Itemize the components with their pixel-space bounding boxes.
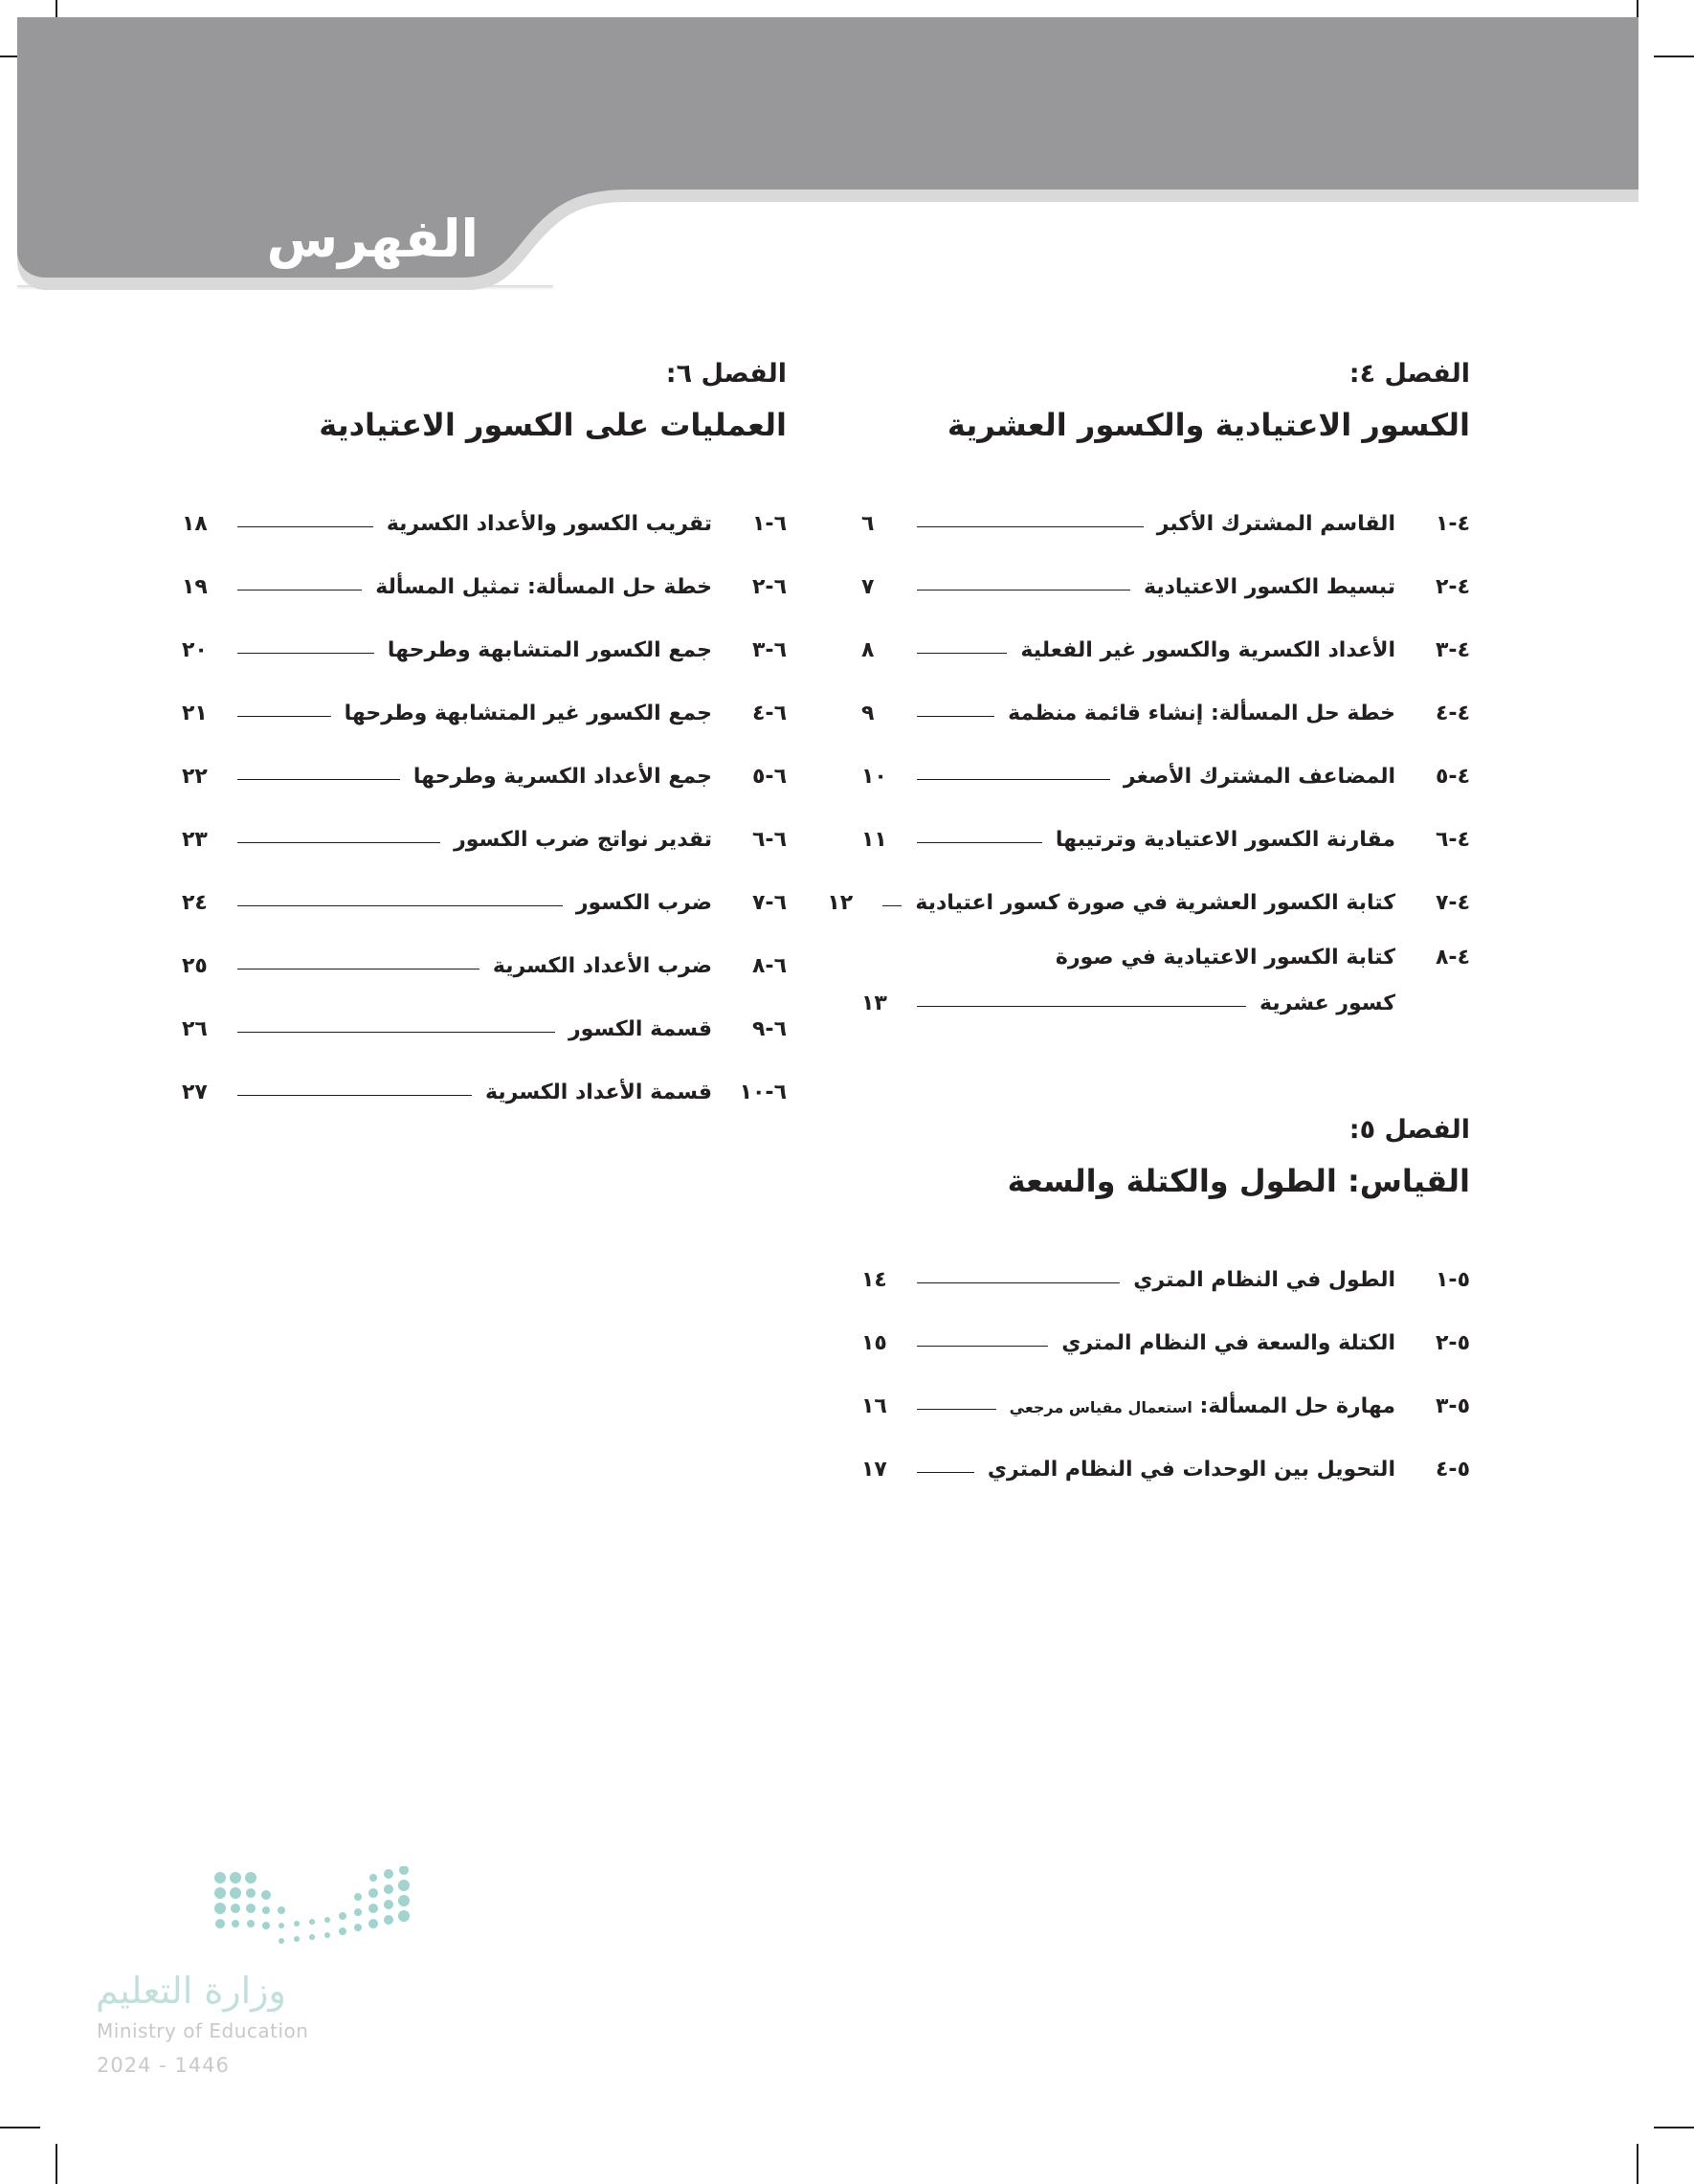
lesson-title-main: مهارة حل المسألة: [1199, 1393, 1395, 1418]
toc-entry[interactable] [182, 745, 787, 808]
crop-mark [1637, 2144, 1638, 2184]
lesson-title: قسمة الأعداد الكسرية [485, 1080, 712, 1104]
dot-leader [917, 1472, 974, 1473]
dot-leader [917, 590, 1130, 591]
dot-leader [917, 1282, 1120, 1283]
lesson-number: ٤-٦ [1435, 827, 1470, 852]
chapter-title: العمليات على الكسور الاعتيادية [319, 407, 787, 443]
lesson-number: ٥-٤ [1435, 1457, 1470, 1482]
toc-entry[interactable] [182, 808, 787, 871]
dot-leader [237, 842, 440, 843]
page-number: ١٥ [861, 1330, 887, 1355]
page-number: ٩ [861, 701, 875, 725]
crop-mark [56, 2144, 57, 2184]
chapter-title: الكسور الاعتيادية والكسور العشرية [947, 407, 1470, 443]
lesson-title: كتابة الكسور الاعتيادية في صورة [1055, 945, 1395, 969]
dot-leader [237, 716, 331, 717]
lesson-title: تقدير نواتج ضرب الكسور [454, 827, 712, 852]
lesson-number: ٦-٧ [751, 890, 787, 915]
lesson-number: ٥-٢ [1435, 1330, 1470, 1355]
lesson-title: تبسيط الكسور الاعتيادية [1144, 574, 1395, 599]
dot-leader [917, 526, 1144, 527]
header-banner [17, 17, 1638, 290]
toc-entry[interactable] [182, 997, 787, 1060]
lesson-title [996, 1394, 1395, 1418]
lesson-title: الأعداد الكسرية والكسور غير الفعلية [1020, 637, 1395, 662]
lesson-title: تقريب الكسور والأعداد الكسرية [386, 511, 712, 536]
dot-leader [917, 1346, 1048, 1347]
page-number: ٢٠ [182, 637, 208, 662]
toc-entry[interactable] [182, 618, 787, 681]
lesson-number: ٦-١٠ [739, 1080, 787, 1104]
lesson-title: التحويل بين الوحدات في النظام المتري [987, 1457, 1395, 1482]
page-number: ١٢ [827, 890, 854, 915]
page-number: ٢٤ [182, 890, 208, 915]
lesson-title: ضرب الكسور [575, 890, 712, 915]
dot-leader [917, 1409, 996, 1410]
toc-column-left [182, 352, 787, 1124]
toc-entry[interactable] [182, 934, 787, 997]
lesson-number: ٦-٣ [751, 637, 787, 662]
toc-entry[interactable] [861, 618, 1470, 681]
chapter-title: القياس: الطول والكتلة والسعة [1007, 1163, 1470, 1199]
dot-leader [237, 779, 400, 780]
crop-mark [1654, 56, 1694, 57]
dot-leader [917, 716, 994, 717]
chapter-4 [827, 352, 1470, 1041]
page-number: ٧ [861, 574, 875, 599]
toc-entry[interactable] [182, 871, 787, 934]
toc-entry[interactable] [861, 1248, 1470, 1311]
lesson-title: المضاعف المشترك الأصغر [1123, 764, 1395, 789]
lesson-title-sub: استعمال مقياس مرجعي [1009, 1397, 1192, 1416]
toc-column-right [827, 352, 1470, 1501]
lesson-list [861, 1248, 1470, 1501]
lesson-number: ٦-٤ [751, 701, 787, 725]
lesson-number: ٦-٩ [751, 1016, 787, 1041]
page-number: ١٦ [861, 1393, 887, 1418]
dot-leader [237, 526, 373, 527]
dot-leader [917, 779, 1110, 780]
lesson-title: مقارنة الكسور الاعتيادية وترتيبها [1055, 827, 1395, 852]
lesson-title: خطة حل المسألة: إنشاء قائمة منظمة [1008, 701, 1395, 725]
dot-leader [237, 590, 362, 591]
dot-leader [882, 905, 902, 906]
lesson-number: ٦-١ [751, 511, 787, 536]
lesson-number: ٤-٧ [1435, 890, 1470, 915]
lesson-number: ٥-٣ [1435, 1393, 1470, 1418]
dot-leader [237, 653, 374, 654]
page-title: الفهرس [266, 209, 479, 269]
page-number: ١٤ [861, 1267, 887, 1292]
toc-entry[interactable] [861, 745, 1470, 808]
lesson-number: ٦-٨ [751, 953, 787, 978]
edition-year: 2024 - 1446 [97, 2054, 230, 2077]
toc-entry[interactable] [182, 1060, 787, 1124]
chapter-label: الفصل ٤: [1349, 359, 1470, 389]
lesson-title: الطول في النظام المتري [1133, 1267, 1395, 1292]
page-number: ٢٦ [182, 1016, 208, 1041]
page-number: ٨ [861, 637, 875, 662]
lesson-title: كتابة الكسور العشرية في صورة كسور اعتيادية [915, 890, 1395, 915]
lesson-title: خطة حل المسألة: تمثيل المسألة [375, 574, 712, 599]
chapter-5 [861, 1108, 1470, 1501]
dot-leader [237, 905, 563, 906]
toc-entry[interactable] [861, 1374, 1470, 1437]
lesson-title: جمع الكسور المتشابهة وطرحها [387, 637, 712, 662]
toc-entry[interactable] [861, 934, 1470, 1041]
page-number: ١١ [861, 827, 887, 852]
page-number: ٢٧ [182, 1080, 208, 1104]
lesson-number: ٤-٨ [1435, 945, 1470, 969]
page-number: ٢١ [182, 701, 208, 725]
page-number: ١٣ [861, 991, 887, 1015]
page-number: ٢٥ [182, 953, 208, 978]
toc-entry[interactable] [182, 681, 787, 745]
lesson-number: ٤-١ [1435, 511, 1470, 536]
toc-entry[interactable] [861, 808, 1470, 871]
lesson-number: ٤-٢ [1435, 574, 1470, 599]
lesson-list [827, 492, 1470, 1041]
dot-leader [917, 1006, 1246, 1007]
toc-entry[interactable] [827, 871, 1470, 934]
lesson-title: القاسم المشترك الأكبر [1156, 511, 1395, 536]
toc-entry[interactable] [182, 555, 787, 618]
lesson-number: ٦-٢ [751, 574, 787, 599]
toc-entry[interactable] [182, 492, 787, 555]
lesson-title: جمع الكسور غير المتشابهة وطرحها [344, 701, 712, 725]
chapter-label: الفصل ٦: [665, 359, 787, 389]
lesson-number: ٤-٣ [1435, 637, 1470, 662]
page-number: ١٠ [861, 764, 887, 789]
chapter-6 [182, 352, 787, 1124]
lesson-list [182, 492, 787, 1124]
page-number: ٦ [861, 511, 875, 536]
lesson-title: قسمة الكسور [568, 1016, 712, 1041]
page-number: ١٩ [182, 574, 208, 599]
dot-leader [237, 1032, 555, 1033]
lesson-number: ٦-٦ [751, 827, 787, 852]
lesson-title: ضرب الأعداد الكسرية [492, 953, 712, 978]
dot-leader [917, 653, 1007, 654]
crop-mark [0, 2127, 40, 2128]
toc-entry[interactable] [861, 492, 1470, 555]
page-number: ٢٣ [182, 827, 208, 852]
lesson-title: الكتلة والسعة في النظام المتري [1061, 1330, 1395, 1355]
toc-entry[interactable] [861, 681, 1470, 745]
lesson-title: جمع الأعداد الكسرية وطرحها [412, 764, 712, 789]
crop-mark [1654, 2127, 1694, 2128]
toc-entry[interactable] [861, 1311, 1470, 1374]
dot-leader [917, 842, 1042, 843]
page-number: ٢٢ [182, 764, 208, 789]
lesson-number: ٤-٤ [1435, 701, 1470, 725]
dot-leader [237, 1095, 472, 1096]
lesson-title-continued: كسور عشرية [1259, 991, 1395, 1015]
chapter-label: الفصل ٥: [1349, 1115, 1470, 1145]
ministry-name-arabic: وزارة التعليم [96, 1970, 286, 2012]
toc-entry[interactable] [861, 1437, 1470, 1501]
lesson-number: ٦-٥ [751, 764, 787, 789]
toc-entry[interactable] [861, 555, 1470, 618]
page-number: ١٨ [182, 511, 208, 536]
lesson-number: ٥-١ [1435, 1267, 1470, 1292]
page-number: ١٧ [861, 1457, 887, 1482]
ministry-name-english: Ministry of Education [97, 2019, 309, 2042]
lesson-number: ٤-٥ [1435, 764, 1470, 789]
